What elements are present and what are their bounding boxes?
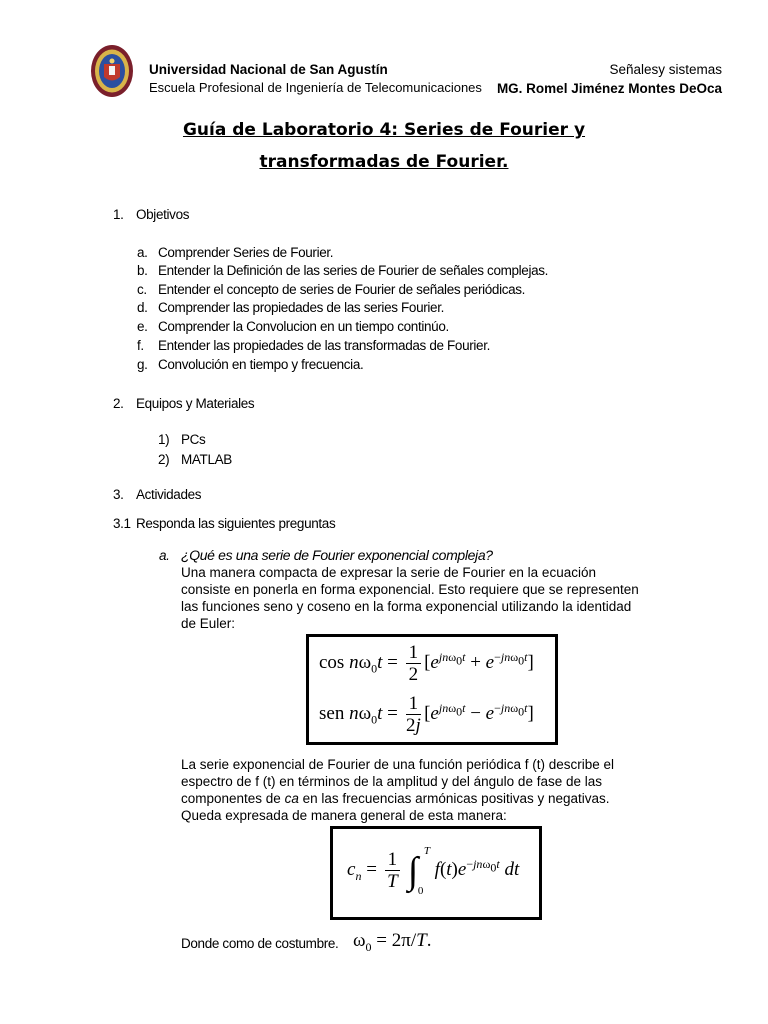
section-1-number: 1. bbox=[113, 207, 124, 222]
paragraph-line: Una manera compacta de expresar la serie de Fourier en la ecuación bbox=[181, 565, 596, 580]
question-marker: a. bbox=[159, 548, 170, 563]
paragraph-line: consiste en ponerla en forma exponencial. Esto requiere que se representen bbox=[181, 582, 639, 597]
material-marker: 2) bbox=[158, 452, 170, 467]
section-2-heading: Equipos y Materiales bbox=[136, 396, 255, 411]
fraction: $\frac{1}{2}$ bbox=[406, 642, 422, 685]
line-end: en las frecuencias armónicas positivas y negativas. bbox=[298, 791, 610, 806]
objective-marker: b. bbox=[137, 263, 148, 278]
fraction: $\frac{1}{2j}$ bbox=[405, 693, 421, 736]
school-name: Escuela Profesional de Ingeniería de Telecomunicaciones bbox=[149, 80, 482, 95]
university-seal-logo bbox=[90, 44, 134, 98]
fraction: $\frac{1}{T}$ bbox=[385, 849, 401, 892]
answer-paragraph-2 bbox=[181, 756, 661, 824]
course-name: Señalesy sistemas bbox=[609, 62, 722, 77]
section-3-1-number: 3.1 bbox=[113, 516, 131, 531]
paragraph-line: Queda expresada de manera general de esta manera: bbox=[181, 808, 507, 823]
material-item: MATLAB bbox=[181, 452, 232, 467]
document-title-line-2: transformadas de Fourier. bbox=[259, 152, 509, 172]
closing-text: Donde como de costumbre. bbox=[181, 936, 339, 951]
question-text: ¿Qué es una serie de Fourier exponencial compleja? bbox=[181, 547, 493, 563]
objective-marker: g. bbox=[137, 357, 148, 372]
section-1-heading: Objetivos bbox=[136, 207, 190, 222]
euler-formula-box bbox=[306, 634, 558, 745]
paragraph-line: de Euler: bbox=[181, 616, 236, 631]
university-name: Universidad Nacional de San Agustín bbox=[149, 62, 388, 77]
section-3-1-heading: Responda las siguientes preguntas bbox=[136, 516, 336, 531]
sine-euler-equation: sen $n\omega_0t$ = $\frac{1}{2j}$ $[e^{jn\omega_0t} - e^{-jn\omega_0t}]$ bbox=[319, 693, 534, 736]
objective-marker: d. bbox=[137, 300, 148, 315]
objective-item: Entender el concepto de series de Fourier de señales periódicas. bbox=[158, 282, 526, 297]
section-3-heading: Actividades bbox=[136, 487, 202, 502]
material-item: PCs bbox=[181, 432, 206, 447]
document-title-line-1: Guía de Laboratorio 4: Series de Fourier y bbox=[182, 120, 586, 140]
objective-marker: e. bbox=[137, 319, 148, 334]
objective-item: Comprender Series de Fourier. bbox=[158, 245, 334, 260]
paragraph-line: las funciones seno y coseno en la forma exponencial utilizando la identidad bbox=[181, 599, 632, 614]
author-name: MG. Romel Jiménez Montes DeOca bbox=[496, 81, 722, 96]
objective-item: Entender la Definición de las series de Fourier de señales complejas. bbox=[158, 263, 549, 278]
objective-marker: a. bbox=[137, 245, 148, 260]
integral-sign: ∫ T 0 bbox=[407, 844, 431, 897]
objective-item: Convolución en tiempo y frecuencia. bbox=[158, 357, 364, 372]
italic-term: ca bbox=[284, 791, 299, 806]
section-3-number: 3. bbox=[113, 487, 124, 502]
material-marker: 1) bbox=[158, 432, 170, 447]
objective-marker: f. bbox=[137, 338, 144, 353]
objective-item: Comprender las propiedades de las series Fourier. bbox=[158, 300, 445, 315]
objective-item: Entender las propiedades de las transformadas de Fourier. bbox=[158, 338, 491, 353]
fourier-coefficient-equation: $c_n$ = $\frac{1}{T}$ ∫ T 0 $f(t)e^{-jn\omega_0t}$ dt bbox=[347, 844, 520, 897]
section-2-number: 2. bbox=[113, 396, 124, 411]
coefficient-formula-box bbox=[330, 826, 542, 920]
omega-definition: $\omega_0 = 2\pi/T$. bbox=[353, 930, 432, 954]
paragraph-line: espectro de f (t) en términos de la amplitud y del ángulo de fase de las bbox=[181, 774, 602, 789]
line-start: componentes de bbox=[181, 791, 285, 806]
paragraph-line bbox=[181, 790, 661, 807]
objective-marker: c. bbox=[137, 282, 147, 297]
cosine-euler-equation: $\cos n\omega_0t$ = $\frac{1}{2}$ $[e^{jn\omega_0t} + e^{-jn\omega_0t}]$ bbox=[319, 642, 534, 685]
objective-item: Comprender la Convolucion en un tiempo continúo. bbox=[158, 319, 449, 334]
answer-paragraph-1 bbox=[181, 564, 661, 632]
paragraph-line: La serie exponencial de Fourier de una función periódica f (t) describe el bbox=[181, 757, 615, 772]
